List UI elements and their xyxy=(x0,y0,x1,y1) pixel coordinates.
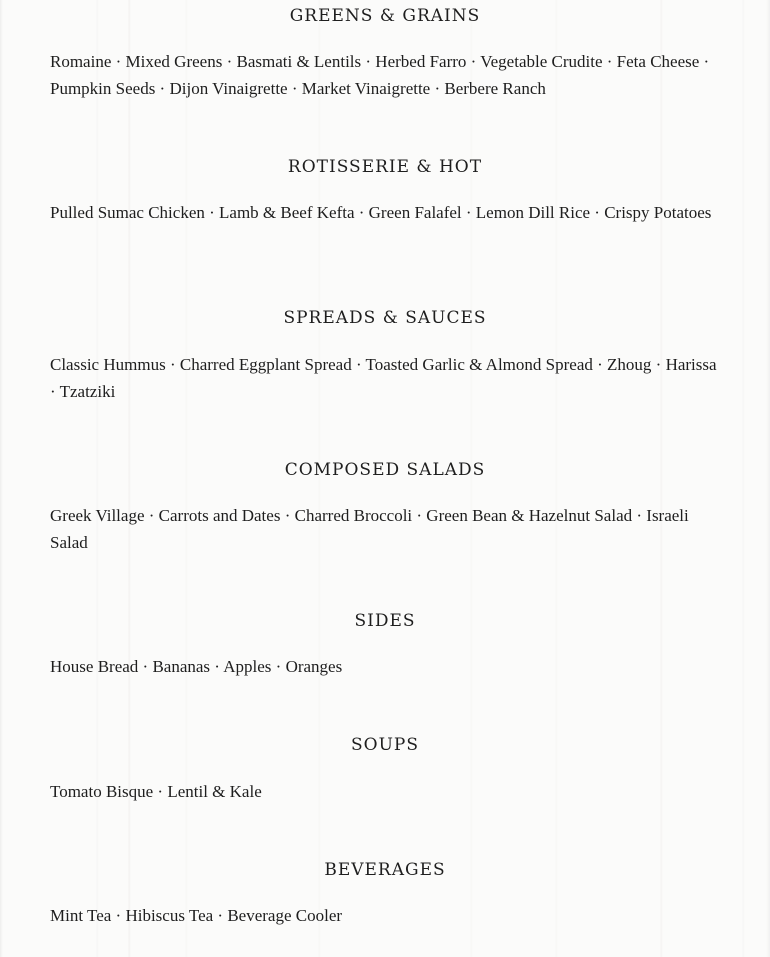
section-items: Pulled Sumac Chicken · Lamb & Beef Kefta · Green Falafel · Lemon Dill Rice · Crispy Potatoes xyxy=(50,203,712,222)
section-items: House Bread · Bananas · Apples · Oranges xyxy=(50,657,343,676)
section-title: ROTISSERIE & HOT xyxy=(287,157,483,177)
section-items: Tomato Bisque · Lentil & Kale xyxy=(50,782,262,801)
section-items: Greek Village · Carrots and Dates · Charred Broccoli · Green Bean & Hazelnut Salad · Israeli Salad xyxy=(50,506,689,552)
section-title: GREENS & GRAINS xyxy=(289,6,481,26)
section-items: Romaine · Mixed Greens · Basmati & Lentils · Herbed Farro · Vegetable Crudite · Feta Cheese · Pumpkin Seeds · Dijon Vinaigrette · Market Vinaigrette · Berbere Ranch xyxy=(50,52,710,98)
section-items: Mint Tea · Hibiscus Tea · Beverage Cooler xyxy=(50,906,343,925)
section-title: COMPOSED SALADS xyxy=(284,460,486,480)
section-title: SPREADS & SAUCES xyxy=(283,308,487,328)
section-title: SIDES xyxy=(354,611,416,631)
section-title: SOUPS xyxy=(351,735,419,755)
section-title: BEVERAGES xyxy=(324,860,446,880)
section-items: Classic Hummus · Charred Eggplant Spread · Toasted Garlic & Almond Spread · Zhoug · Harissa · Tzatziki xyxy=(50,355,717,401)
